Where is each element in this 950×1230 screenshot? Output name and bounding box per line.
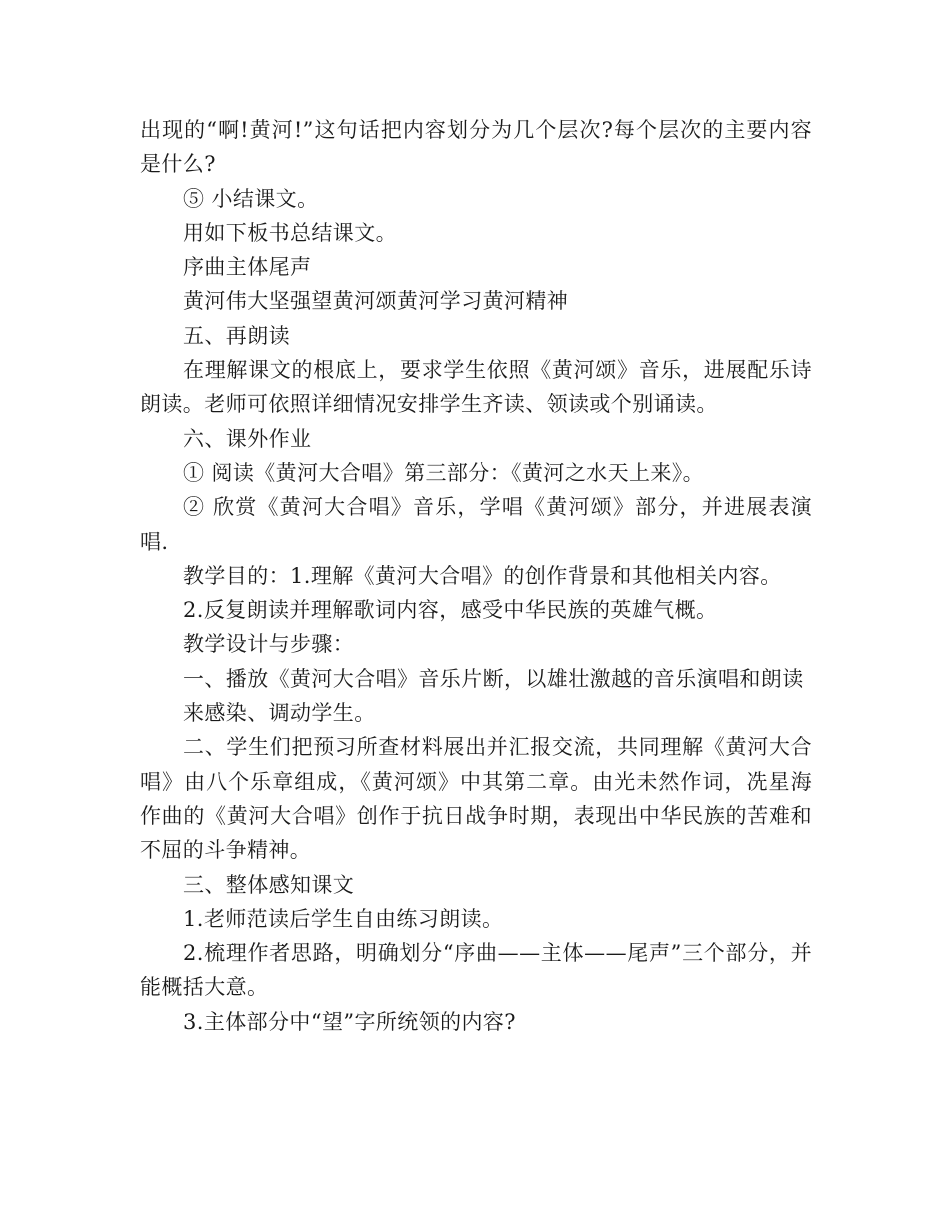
paragraph: 用如下板书总结课文。 (183, 220, 397, 245)
paragraph: 2.反复朗读并理解歌词内容，感受中华民族的英雄气概。 (183, 598, 718, 623)
paragraph: ⑤ 小结课文。 (183, 186, 319, 211)
document-body (140, 113, 812, 1039)
paragraph: 序曲主体尾声 (183, 255, 312, 280)
paragraph: 教学目的：1.理解《黄河大合唱》的创作背景和其他相关内容。 (183, 563, 782, 588)
paragraph: 1.老师范读后学生自由练习朗读。 (183, 906, 504, 931)
paragraph: 2.梳理作者思路，明确划分“序曲——主体——尾声”三个部分，并能概括大意。 (140, 941, 812, 1000)
paragraph: 来感染、调动学生。 (183, 701, 376, 726)
paragraph: ② 欣赏《黄河大合唱》音乐，学唱《黄河颂》部分，并进展表演唱. (140, 495, 812, 554)
paragraph: 二、学生们把预习所查材料展出并汇报交流，共同理解《黄河大合唱》由八个乐章组成，《黄河颂》中其第二章。由光未然作词，冼星海作曲的《黄河大合唱》创作于抗日战争时期，表现出中华民族的苦难和不屈的斗争精神。 (140, 735, 812, 863)
section-heading: 五、再朗读 (183, 323, 290, 348)
paragraph: 出现的“啊!黄河!”这句话把内容划分为几个层次?每个层次的主要内容是什么? (140, 118, 812, 177)
paragraph: 一、播放《黄河大合唱》音乐片断，以雄壮激越的音乐演唱和朗读 (183, 666, 804, 691)
paragraph: ① 阅读《黄河大合唱》第三部分：《黄河之水天上来》。 (183, 460, 705, 485)
section-heading: 六、课外作业 (183, 426, 312, 451)
paragraph: 黄河伟大坚强望黄河颂黄河学习黄河精神 (183, 289, 569, 314)
paragraph: 3.主体部分中“望”字所统领的内容? (183, 1009, 516, 1034)
section-heading: 三、整体感知课文 (183, 872, 355, 897)
paragraph: 在理解课文的根底上，要求学生依照《黄河颂》音乐，进展配乐诗朗读。老师可依照详细情况安排学生齐读、领读或个别诵读。 (140, 358, 812, 417)
paragraph: 教学设计与步骤： (183, 632, 355, 657)
